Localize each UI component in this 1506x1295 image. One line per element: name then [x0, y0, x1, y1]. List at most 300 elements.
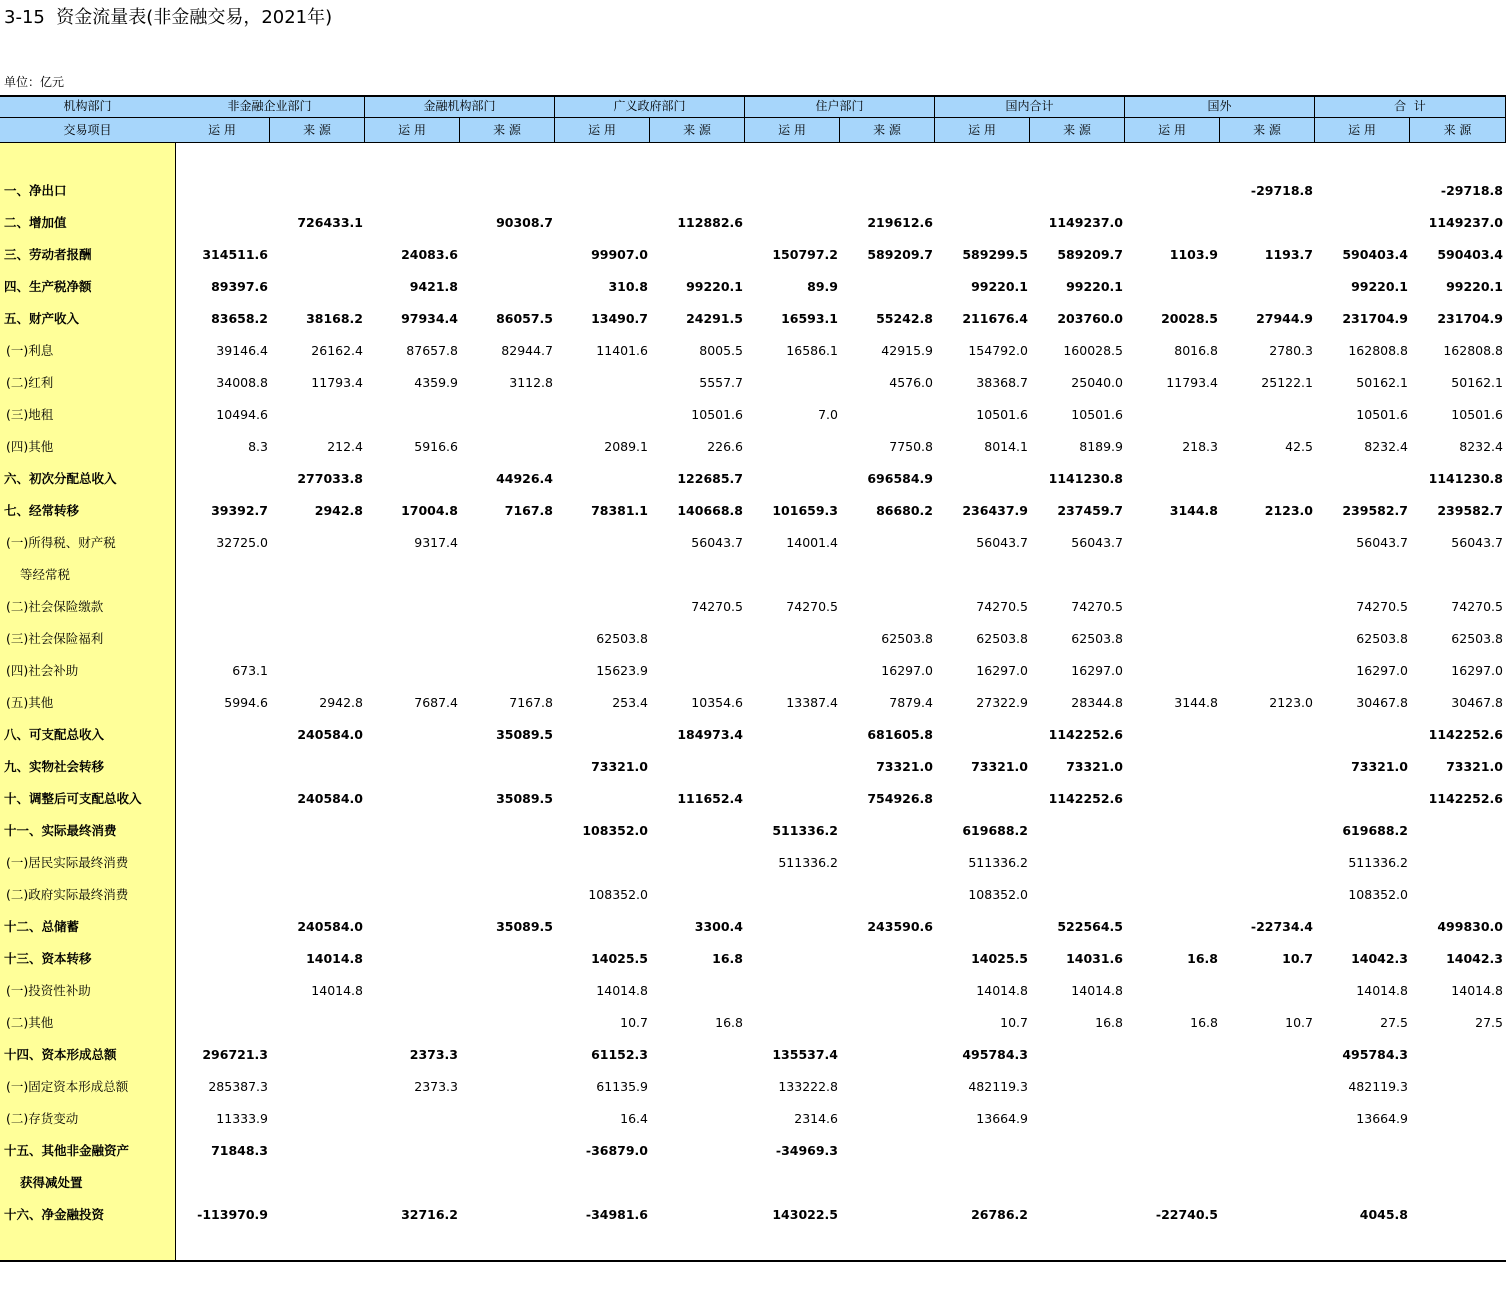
- table-cell: [178, 719, 268, 751]
- table-cell: [748, 655, 838, 687]
- table-cell: [1033, 1135, 1123, 1167]
- table-cell: [273, 175, 363, 207]
- row-label: 十五、其他非金融资产: [4, 1143, 130, 1158]
- table-cell: [1413, 559, 1503, 591]
- table-cell: [368, 623, 458, 655]
- table-cell: [1413, 815, 1503, 847]
- table-cell: 39392.7: [211, 503, 268, 518]
- table-cell: [843, 527, 933, 559]
- table-cell: [1033, 1103, 1123, 1135]
- table-cell: [178, 879, 268, 911]
- table-cell: [748, 1167, 838, 1199]
- table-cell: 7687.4: [414, 695, 458, 710]
- table-cell: 25122.1: [1261, 375, 1313, 390]
- page-title: 3-15 资金流量表(非金融交易，2021年): [4, 7, 333, 28]
- table-row: [0, 1167, 1506, 1199]
- table-cell: [1128, 815, 1218, 847]
- table-cell: [1223, 1135, 1313, 1167]
- table-cell: [1318, 1135, 1408, 1167]
- table-cell: 34008.8: [216, 375, 268, 390]
- table-cell: 35089.5: [496, 791, 553, 806]
- table-cell: [1223, 719, 1313, 751]
- table-cell: 239582.7: [1342, 503, 1408, 518]
- table-cell: [558, 399, 648, 431]
- table-cell: 1103.9: [1169, 247, 1218, 262]
- table-row: [0, 1007, 1506, 1039]
- row-label: 十四、资本形成总额: [4, 1047, 117, 1062]
- table-cell: [938, 207, 1028, 239]
- table-cell: 2942.8: [314, 503, 363, 518]
- table-cell: [558, 463, 648, 495]
- row-label: (二)存货变动: [6, 1111, 79, 1126]
- table-cell: 696584.9: [867, 471, 933, 486]
- table-cell: [1223, 271, 1313, 303]
- table-cell: [653, 175, 743, 207]
- table-cell: 55242.8: [876, 311, 933, 326]
- table-cell: [748, 207, 838, 239]
- table-cell: 482119.3: [968, 1079, 1028, 1094]
- table-cell: [1223, 1039, 1313, 1071]
- table-cell: [748, 463, 838, 495]
- table-cell: 35089.5: [496, 727, 553, 742]
- table-cell: 3112.8: [509, 375, 553, 390]
- table-cell: [938, 911, 1028, 943]
- row-label: (二)红利: [6, 375, 54, 390]
- table-cell: [368, 1135, 458, 1167]
- table-row: [0, 847, 1506, 879]
- table-cell: 50162.1: [1451, 375, 1503, 390]
- table-cell: [463, 1103, 553, 1135]
- table-cell: [748, 367, 838, 399]
- table-cell: 14014.8: [596, 983, 648, 998]
- table-cell: 87657.8: [406, 343, 458, 358]
- table-cell: [178, 559, 268, 591]
- table-cell: 99907.0: [591, 247, 648, 262]
- table-cell: 73321.0: [1446, 759, 1503, 774]
- table-cell: 38168.2: [306, 311, 363, 326]
- table-cell: 154792.0: [968, 343, 1028, 358]
- table-cell: 726433.1: [297, 215, 363, 230]
- table-cell: 219612.6: [867, 215, 933, 230]
- table-row: [0, 687, 1506, 719]
- table-cell: 16.8: [715, 1015, 743, 1030]
- table-cell: [1223, 879, 1313, 911]
- table-cell: [843, 399, 933, 431]
- table-cell: 56043.7: [1356, 535, 1408, 550]
- row-label: (一)所得税、财产税: [6, 535, 116, 550]
- row-label: (四)其他: [6, 439, 54, 454]
- table-cell: [463, 655, 553, 687]
- table-cell: [1223, 847, 1313, 879]
- table-row: [0, 943, 1506, 975]
- table-cell: 56043.7: [1071, 535, 1123, 550]
- row-label: (四)社会补助: [6, 663, 79, 678]
- table-cell: [558, 847, 648, 879]
- table-row: [0, 1135, 1506, 1167]
- table-cell: [748, 783, 838, 815]
- table-cell: 27322.9: [976, 695, 1028, 710]
- table-cell: 9317.4: [414, 535, 458, 550]
- table-cell: 14014.8: [311, 983, 363, 998]
- table-cell: [368, 559, 458, 591]
- table-cell: [463, 399, 553, 431]
- table-cell: 82944.7: [501, 343, 553, 358]
- table-cell: 140668.8: [677, 503, 743, 518]
- table-cell: [748, 431, 838, 463]
- table-cell: -34981.6: [585, 1207, 648, 1222]
- table-row: [0, 815, 1506, 847]
- table-cell: 16.8: [712, 951, 743, 966]
- table-cell: 5994.6: [224, 695, 268, 710]
- table-cell: 16297.0: [1356, 663, 1408, 678]
- table-cell: [748, 911, 838, 943]
- table-cell: [368, 719, 458, 751]
- table-cell: [1223, 559, 1313, 591]
- table-cell: 212.4: [327, 439, 363, 454]
- row-label: 二、增加值: [4, 215, 67, 230]
- table-cell: 2373.3: [414, 1079, 458, 1094]
- row-label: (五)其他: [6, 695, 54, 710]
- table-cell: [463, 527, 553, 559]
- table-cell: [368, 815, 458, 847]
- table-cell: [558, 719, 648, 751]
- table-row: [0, 591, 1506, 623]
- row-label: 一、净出口: [4, 183, 67, 198]
- table-cell: [1318, 783, 1408, 815]
- table-cell: [653, 751, 743, 783]
- table-cell: [1223, 815, 1313, 847]
- table-cell: [273, 1039, 363, 1071]
- table-cell: [843, 1039, 933, 1071]
- table-cell: 8189.9: [1079, 439, 1123, 454]
- table-cell: [463, 1007, 553, 1039]
- table-cell: [938, 1167, 1028, 1199]
- table-cell: 14025.5: [971, 951, 1028, 966]
- table-cell: -22740.5: [1155, 1207, 1218, 1222]
- table-cell: 26786.2: [971, 1207, 1028, 1222]
- table-cell: [1128, 175, 1218, 207]
- table-cell: 42.5: [1285, 439, 1313, 454]
- table-cell: 78381.1: [591, 503, 648, 518]
- table-cell: [178, 1167, 268, 1199]
- table-cell: [1033, 559, 1123, 591]
- table-cell: -36879.0: [585, 1143, 648, 1158]
- table-cell: [1128, 1071, 1218, 1103]
- table-cell: 2314.6: [794, 1111, 838, 1126]
- table-cell: 16297.0: [976, 663, 1028, 678]
- header-sector: 金融机构部门: [365, 95, 555, 118]
- table-bottom-rule: [0, 1260, 1506, 1262]
- table-cell: 5557.7: [699, 375, 743, 390]
- table-cell: [273, 751, 363, 783]
- table-row: [0, 207, 1506, 239]
- table-cell: 13387.4: [786, 695, 838, 710]
- table-cell: [368, 207, 458, 239]
- table-cell: [748, 879, 838, 911]
- table-row: [0, 623, 1506, 655]
- table-cell: 511336.2: [1348, 855, 1408, 870]
- table-cell: 10501.6: [691, 407, 743, 422]
- header-top-rule: [0, 95, 1506, 97]
- table-cell: 314511.6: [202, 247, 268, 262]
- row-label: 七、经常转移: [4, 503, 80, 518]
- table-row: [0, 335, 1506, 367]
- table-cell: 8232.4: [1364, 439, 1408, 454]
- table-cell: [748, 175, 838, 207]
- table-cell: 231704.9: [1437, 311, 1503, 326]
- table-cell: [1318, 175, 1408, 207]
- table-cell: -29718.8: [1250, 183, 1313, 198]
- table-cell: 7.0: [818, 407, 838, 422]
- table-cell: [558, 207, 648, 239]
- table-cell: 14014.8: [1356, 983, 1408, 998]
- table-cell: [558, 911, 648, 943]
- header-source: 来 源: [460, 118, 555, 143]
- table-cell: 1142252.6: [1428, 791, 1503, 806]
- table-cell: [1413, 1135, 1503, 1167]
- table-cell: [1128, 911, 1218, 943]
- table-row: [0, 303, 1506, 335]
- table-cell: [1033, 847, 1123, 879]
- table-cell: 16.8: [1187, 951, 1218, 966]
- table-cell: [273, 1071, 363, 1103]
- table-cell: [1128, 719, 1218, 751]
- table-cell: -34969.3: [775, 1143, 838, 1158]
- table-cell: [1413, 1167, 1503, 1199]
- table-cell: [1318, 1167, 1408, 1199]
- table-cell: 8.3: [248, 439, 268, 454]
- header-use: 运 用: [745, 118, 840, 143]
- row-label: (二)其他: [6, 1015, 54, 1030]
- table-cell: [463, 1199, 553, 1231]
- table-cell: [273, 271, 363, 303]
- table-cell: 1141230.8: [1048, 471, 1123, 486]
- table-row: [0, 911, 1506, 943]
- table-cell: [273, 623, 363, 655]
- table-cell: [273, 1167, 363, 1199]
- table-cell: 20028.5: [1161, 311, 1218, 326]
- table-row: [0, 655, 1506, 687]
- table-cell: 62503.8: [881, 631, 933, 646]
- table-cell: [1223, 1071, 1313, 1103]
- table-cell: [1128, 1167, 1218, 1199]
- table-cell: 25040.0: [1071, 375, 1123, 390]
- table-cell: 35089.5: [496, 919, 553, 934]
- header-stub-bottom: 交易项目: [0, 118, 176, 143]
- table-cell: 10354.6: [691, 695, 743, 710]
- table-cell: [463, 751, 553, 783]
- table-cell: 1193.7: [1264, 247, 1313, 262]
- table-cell: 16.8: [1190, 1015, 1218, 1030]
- table-cell: [1128, 591, 1218, 623]
- table-cell: 11793.4: [311, 375, 363, 390]
- table-cell: [1223, 623, 1313, 655]
- table-cell: 5916.6: [414, 439, 458, 454]
- table-cell: 14031.6: [1066, 951, 1123, 966]
- table-cell: 14042.3: [1446, 951, 1503, 966]
- table-cell: [1413, 1199, 1503, 1231]
- table-cell: 99220.1: [971, 279, 1028, 294]
- table-cell: -29718.8: [1440, 183, 1503, 198]
- row-label: (三)地租: [6, 407, 54, 422]
- header-source: 来 源: [1030, 118, 1125, 143]
- table-cell: [273, 591, 363, 623]
- table-cell: [558, 1167, 648, 1199]
- table-cell: -22734.4: [1250, 919, 1313, 934]
- table-cell: 511336.2: [778, 855, 838, 870]
- table-cell: 3300.4: [694, 919, 743, 934]
- table-cell: 511336.2: [968, 855, 1028, 870]
- table-cell: [1128, 1103, 1218, 1135]
- table-cell: 10.7: [1285, 1015, 1313, 1030]
- table-cell: [1033, 815, 1123, 847]
- table-cell: 90308.7: [496, 215, 553, 230]
- row-label: (一)居民实际最终消费: [6, 855, 129, 870]
- table-row: [0, 431, 1506, 463]
- table-cell: 122685.7: [677, 471, 743, 486]
- table-cell: 73321.0: [971, 759, 1028, 774]
- table-cell: 14001.4: [786, 535, 838, 550]
- table-cell: [178, 943, 268, 975]
- table-cell: [178, 847, 268, 879]
- table-row: [0, 527, 1506, 559]
- table-cell: 482119.3: [1348, 1079, 1408, 1094]
- table-cell: 1141230.8: [1428, 471, 1503, 486]
- table-cell: 16593.1: [781, 311, 838, 326]
- table-cell: [938, 719, 1028, 751]
- row-label: 十三、资本转移: [4, 951, 92, 966]
- table-cell: [653, 975, 743, 1007]
- table-cell: [368, 911, 458, 943]
- table-cell: [463, 271, 553, 303]
- table-cell: 8016.8: [1174, 343, 1218, 358]
- table-cell: [1128, 527, 1218, 559]
- row-label: 八、可支配总收入: [4, 727, 105, 742]
- table-cell: [368, 1167, 458, 1199]
- table-cell: [558, 559, 648, 591]
- table-cell: 44926.4: [496, 471, 553, 486]
- table-cell: 3144.8: [1174, 695, 1218, 710]
- row-label: 四、生产税净额: [4, 279, 92, 294]
- table-cell: 62503.8: [1356, 631, 1408, 646]
- header-use: 运 用: [555, 118, 650, 143]
- table-header: [0, 95, 1506, 143]
- table-cell: 162808.8: [1348, 343, 1408, 358]
- table-row: [0, 975, 1506, 1007]
- table-cell: 673.1: [232, 663, 268, 678]
- table-cell: 30467.8: [1356, 695, 1408, 710]
- table-cell: [653, 1167, 743, 1199]
- table-cell: [1128, 399, 1218, 431]
- table-cell: 7750.8: [889, 439, 933, 454]
- table-cell: [1413, 1071, 1503, 1103]
- table-cell: 310.8: [608, 279, 648, 294]
- table-cell: 13664.9: [976, 1111, 1028, 1126]
- table-cell: [748, 1007, 838, 1039]
- table-cell: [273, 399, 363, 431]
- table-cell: 150797.2: [772, 247, 838, 262]
- table-cell: 211676.4: [962, 311, 1028, 326]
- table-cell: [463, 847, 553, 879]
- table-cell: 74270.5: [786, 599, 838, 614]
- table-row: [0, 1199, 1506, 1231]
- header-use: 运 用: [365, 118, 460, 143]
- table-cell: 83658.2: [211, 311, 268, 326]
- row-label: 三、劳动者报酬: [4, 247, 92, 262]
- table-cell: 73321.0: [591, 759, 648, 774]
- table-cell: [463, 1167, 553, 1199]
- table-cell: [1033, 175, 1123, 207]
- table-cell: [368, 847, 458, 879]
- table-cell: 296721.3: [202, 1047, 268, 1062]
- row-label: (三)社会保险福利: [6, 631, 104, 646]
- table-cell: 61135.9: [596, 1079, 648, 1094]
- table-cell: 10501.6: [976, 407, 1028, 422]
- table-cell: 1142252.6: [1048, 727, 1123, 742]
- table-cell: [1318, 559, 1408, 591]
- table-cell: 240584.0: [297, 727, 363, 742]
- row-label: 十六、净金融投资: [4, 1207, 105, 1222]
- table-cell: 133222.8: [778, 1079, 838, 1094]
- table-cell: 112882.6: [677, 215, 743, 230]
- row-label: (一)固定资本形成总额: [6, 1079, 129, 1094]
- header-sector: 广义政府部门: [555, 95, 745, 118]
- table-row: [0, 399, 1506, 431]
- table-cell: 2780.3: [1269, 343, 1313, 358]
- table-cell: 10.7: [1282, 951, 1313, 966]
- table-cell: 14014.8: [1451, 983, 1503, 998]
- table-cell: [653, 1039, 743, 1071]
- table-cell: 4359.9: [414, 375, 458, 390]
- table-cell: [368, 399, 458, 431]
- table-cell: 16.8: [1095, 1015, 1123, 1030]
- table-cell: [463, 239, 553, 271]
- table-cell: [843, 175, 933, 207]
- table-cell: 285387.3: [208, 1079, 268, 1094]
- table-cell: [273, 1007, 363, 1039]
- table-cell: 108352.0: [588, 887, 648, 902]
- table-cell: [1413, 847, 1503, 879]
- table-cell: [1128, 1135, 1218, 1167]
- table-cell: [1033, 1039, 1123, 1071]
- table-cell: [1128, 751, 1218, 783]
- table-cell: [273, 879, 363, 911]
- table-cell: [273, 1135, 363, 1167]
- row-label: 十二、总储蓄: [4, 919, 80, 934]
- table-cell: [1223, 463, 1313, 495]
- table-cell: [653, 655, 743, 687]
- table-cell: [1128, 655, 1218, 687]
- header-source: 来 源: [1410, 118, 1506, 143]
- row-label: 十一、实际最终消费: [4, 823, 117, 838]
- table-cell: 495784.3: [1342, 1047, 1408, 1062]
- table-cell: [1128, 879, 1218, 911]
- table-cell: [463, 623, 553, 655]
- table-cell: [1223, 975, 1313, 1007]
- table-cell: [1033, 1071, 1123, 1103]
- table-cell: 10.7: [1000, 1015, 1028, 1030]
- table-cell: [938, 1135, 1028, 1167]
- table-cell: 11333.9: [216, 1111, 268, 1126]
- table-cell: [1223, 1167, 1313, 1199]
- table-cell: [273, 239, 363, 271]
- table-cell: [1033, 1167, 1123, 1199]
- table-cell: 99220.1: [1446, 279, 1503, 294]
- table-cell: [178, 175, 268, 207]
- table-cell: 99220.1: [1351, 279, 1408, 294]
- table-cell: [1128, 623, 1218, 655]
- table-cell: [368, 751, 458, 783]
